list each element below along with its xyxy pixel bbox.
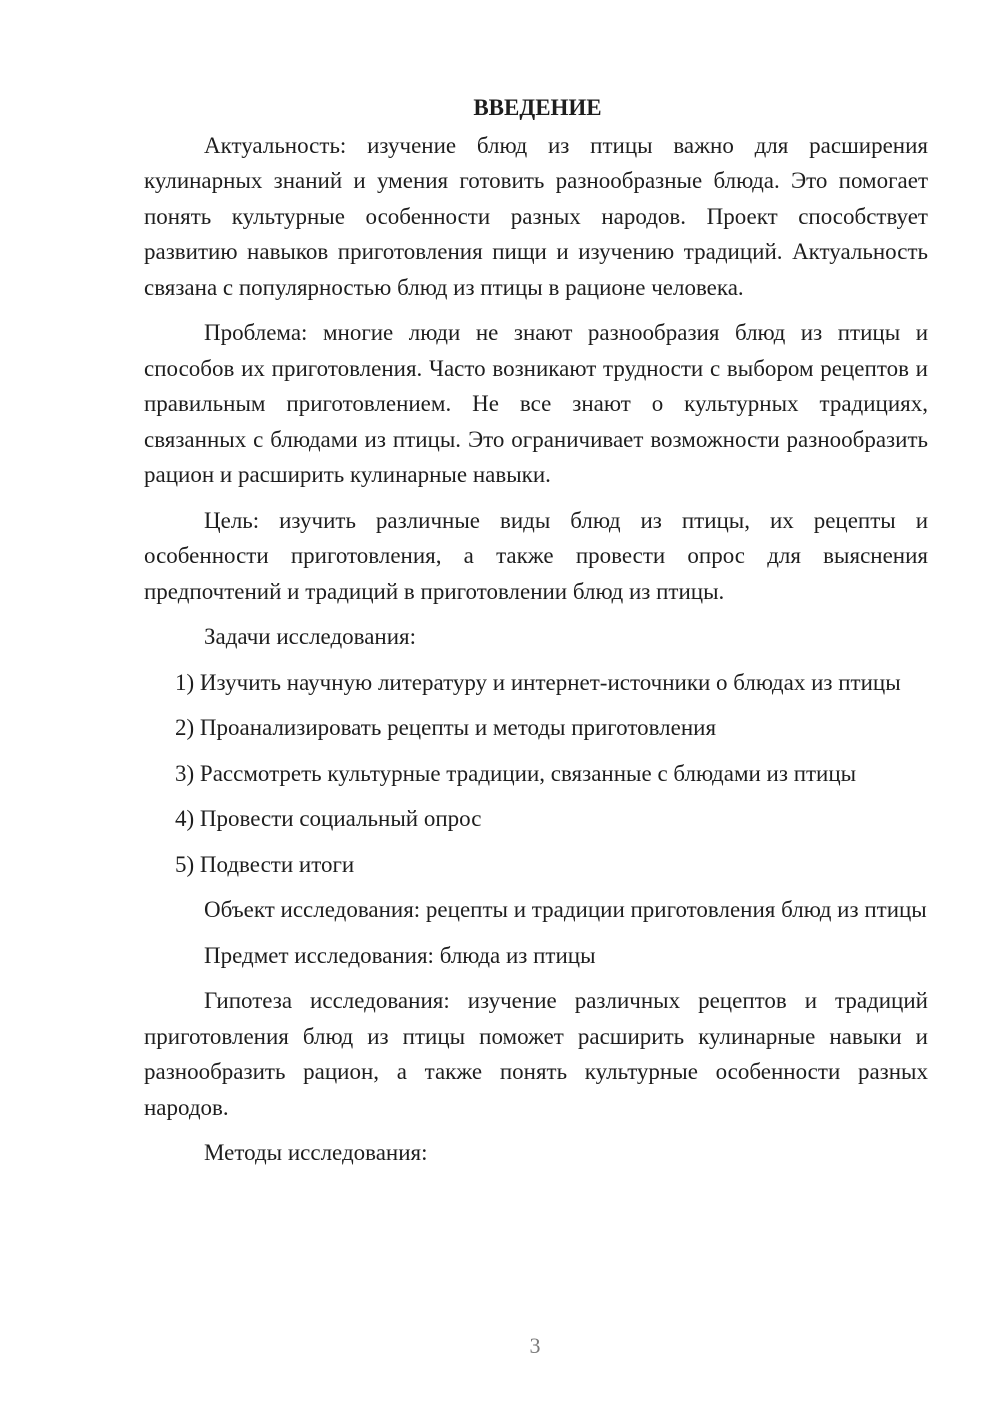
paragraph-tasks-title: Задачи исследования:	[204, 624, 417, 649]
task-item-1: 1) Изучить научную литературу и интернет-источники о блюдах из птицы	[175, 669, 901, 695]
task-item-5: 5) Подвести итоги	[175, 851, 355, 877]
section-heading: ВВЕДЕНИЕ	[473, 95, 602, 120]
paragraph-hypothesis: Гипотеза исследования: изучение различных рецептов и традиций приготовления блюд из птицы поможет расширить кулинарные навыки и разнообразить рацион, а также понять культурные особенности разных народов.	[144, 988, 928, 1120]
task-item-3: 3) Рассмотреть культурные традиции, связанные с блюдами из птицы	[175, 760, 857, 786]
paragraph-methods-title: Методы исследования:	[204, 1140, 428, 1165]
task-item-2: 2) Проанализировать рецепты и методы приготовления	[175, 715, 717, 740]
paragraph-object: Объект исследования: рецепты и традиции приготовления блюд из птицы	[204, 897, 927, 922]
page-content	[144, 90, 928, 1181]
paragraph-relevance: Актуальность: изучение блюд из птицы важно для расширения кулинарных знаний и умения готовить разнообразные блюда. Это помогает понять культурные особенности разных народов. Проект способствует развитию навыков приготовления пищи и изучению традиций. Актуальность связана с популярностью блюд из птицы в рационе человека.	[144, 132, 928, 300]
paragraph-subject: Предмет исследования: блюда из птицы	[204, 942, 596, 968]
paragraph-problem: Проблема: многие люди не знают разнообразия блюд из птицы и способов их приготовления. Часто возникают трудности с выбором рецептов и правильным приготовлением. Не все знают о культурных традициях, связанных с блюдами из птицы. Это ограничивает возможности разнообразить рацион и расширить кулинарные навыки.	[144, 320, 928, 487]
task-item-4: 4) Провести социальный опрос	[175, 806, 482, 831]
paragraph-goal: Цель: изучить различные виды блюд из птицы, их рецепты и особенности приготовления, а также провести опрос для выяснения предпочтений и традиций в приготовлении блюд из птицы.	[144, 507, 928, 604]
page-number: 3	[529, 1333, 541, 1358]
